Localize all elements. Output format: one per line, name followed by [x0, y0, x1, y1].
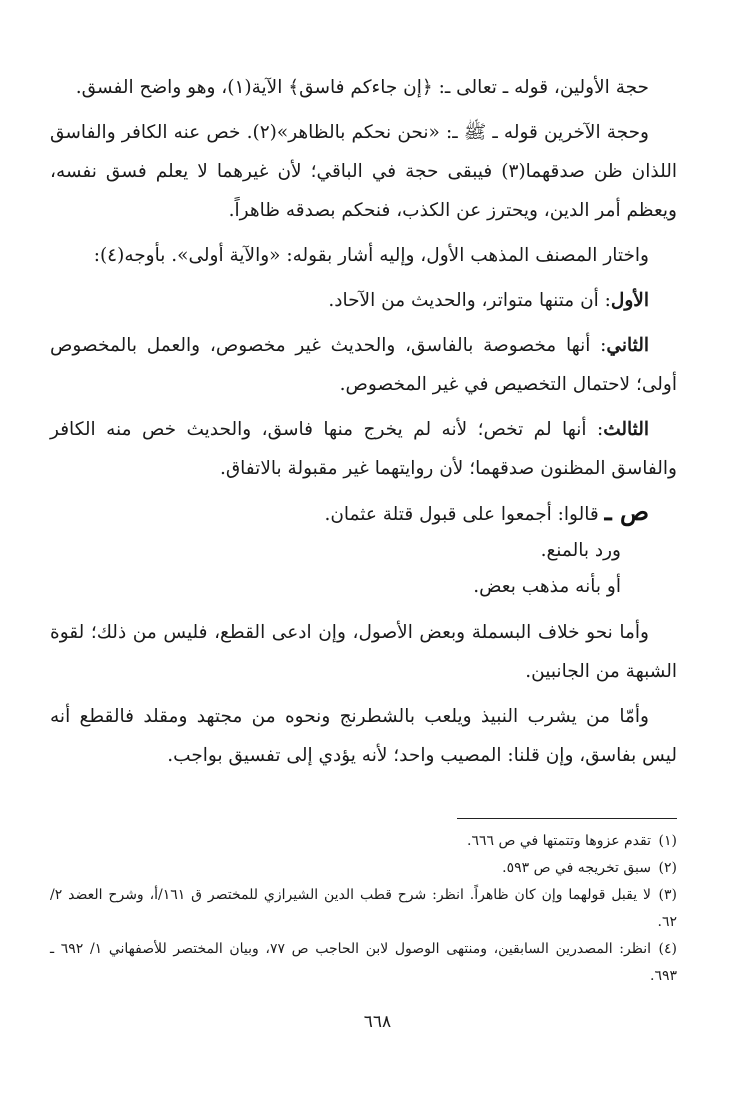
matn-line: أو بأنه مذهب بعض.: [473, 576, 621, 597]
paragraph-basmala: وأما نحو خلاف البسملة وبعض الأصول، وإن ادعى القطع، فليس من ذلك؛ لقوة الشبهة من الجانبين.: [50, 622, 677, 682]
main-text: [50, 68, 677, 775]
footnote: (٤)انظر: المصدرين السابقين، ومنتهى الوصول لابن الحاجب ص ٧٧، وبيان المختصر للأصفهاني ١/ ٦٩٢ ـ ٦٩٣.: [50, 936, 677, 990]
paragraph-reason-third: الثالث: أنها لم تخص؛ لأنه لم يخرج منها فاسق، والحديث خص منه الكافر والفاسق المظنون صدقهما؛ لأن روايتهما غير مقبولة بالاتفاق.: [50, 419, 677, 479]
paragraph-reason-first: الأول: أن متنها متواتر، والحديث من الآحاد.: [328, 290, 649, 311]
paragraph-reason-second: الثاني: أنها مخصوصة بالفاسق، والحديث غير مخصوص، والعمل بالمخصوص أولى؛ لاحتمال التخصيص في غير المخصوص.: [50, 335, 677, 395]
footnote-number: (٢): [658, 860, 677, 876]
page-number: ٦٦٨: [363, 1012, 392, 1032]
paragraph-nabidh: وأمّا من يشرب النبيذ ويلعب بالشطرنج ونحوه من مجتهد ومقلد فالقطع أنه ليس بفاسق، وإن قلنا: المصيب واحد؛ لأنه يؤدي إلى تفسيق بواجب.: [50, 706, 677, 766]
paragraph-first-argument: حجة الأولين، قوله ـ تعالى ـ: ﴿إن جاءكم فاسق﴾ الآية(١)، وهو واضح الفسق.: [75, 77, 649, 98]
reason-term: الثالث: [603, 419, 649, 440]
matn-marker: ص ـ: [604, 497, 649, 526]
reason-term: الأول: [610, 290, 649, 311]
footnote: (٣)لا يقبل قولهما وإن كان ظاهراً. انظر: شرح قطب الدين الشيرازي للمختصر ق ١٦١/أ، وشرح العضد ٢/ ٦٢.: [50, 882, 677, 936]
footnote: (١)تقدم عزوها وتتمتها في ص ٦٦٦.: [50, 828, 677, 855]
matn-first-line: ص ـ قالوا: أجمعوا على قبول قتلة عثمان.: [324, 497, 649, 526]
footnote-number: (٤): [658, 941, 677, 957]
footnote-number: (٣): [658, 887, 677, 903]
footnote: (٢)سبق تخريجه في ص ٥٩٣.: [50, 855, 677, 882]
footnote-number: (١): [658, 833, 677, 849]
footnotes: [50, 828, 677, 990]
paragraph-second-argument: وحجة الآخرين قوله ـ ﷺ ـ: «نحن نحكم بالظاهر»(٢). خص عنه الكافر والفاسق اللذان ظن صدقهما(٣) فيبقى حجة في الباقي؛ لأن غيرهما لا يعلم فسق نفسه، ويعظم أمر الدين، ويحترز عن الكذب، فنحكم بصدقه ظاهراً.: [50, 122, 677, 221]
paragraph-author-choice: واختار المصنف المذهب الأول، وإليه أشار بقوله: «والآية أولى». بأوجه(٤):: [93, 245, 649, 266]
matn-block: [50, 494, 677, 605]
matn-line: ورد بالمنع.: [540, 540, 621, 561]
spacer: [50, 605, 677, 613]
footnote-separator: [457, 818, 677, 819]
reason-term: الثاني: [606, 335, 649, 356]
